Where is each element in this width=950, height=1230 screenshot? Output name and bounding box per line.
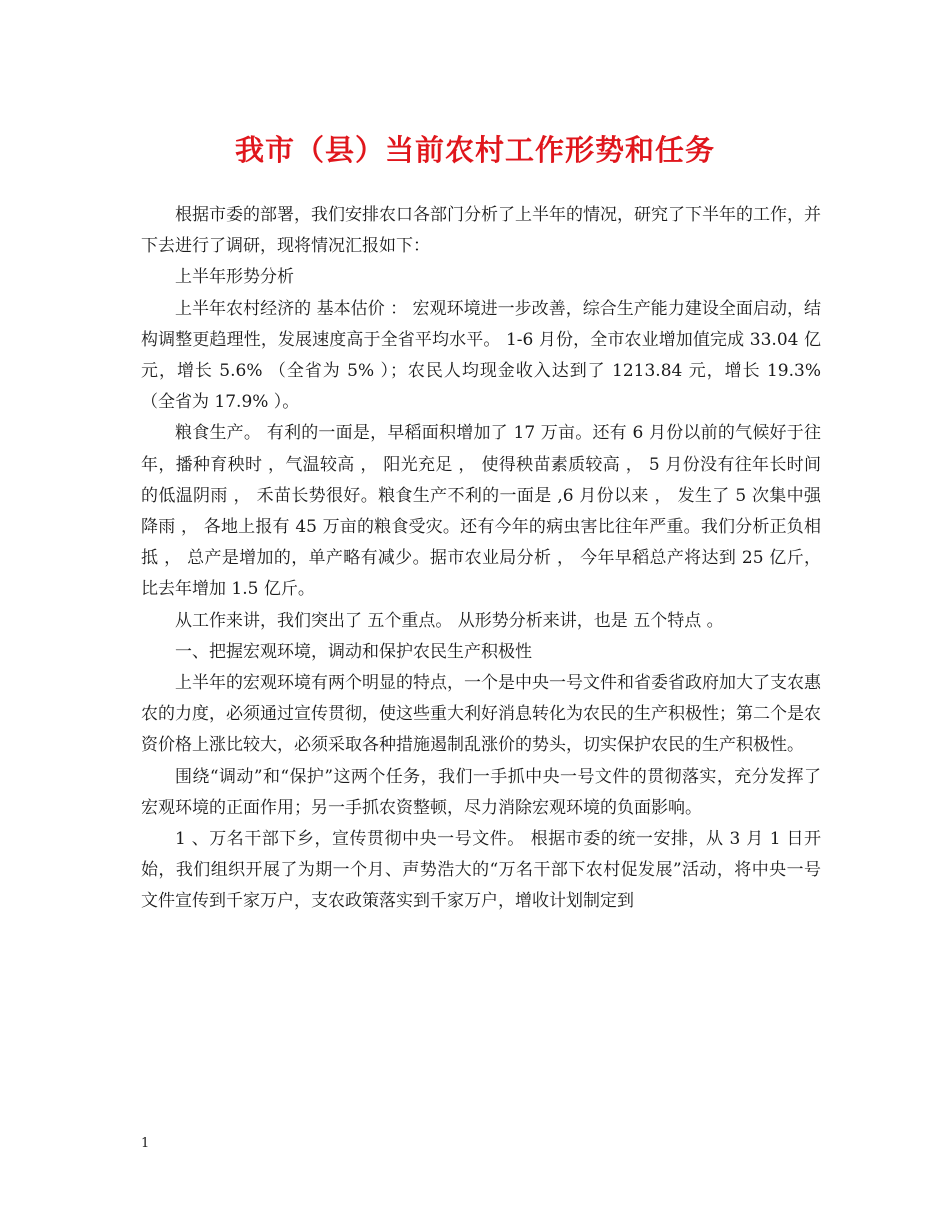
- page-title: 我市（县）当前农村工作形势和任务: [234, 133, 715, 167]
- paragraph-intro: 根据市委的部署，我们安排农口各部门分析了上半年的情况，研究了下半年的工作，并下去进行了调研，现将情况汇报如下：: [141, 205, 821, 257]
- section-heading-macro-environment: 一、把握宏观环境，调动和保护农民生产积极性: [175, 641, 532, 662]
- document-body: [141, 200, 821, 918]
- page-number: 1: [141, 1136, 150, 1151]
- paragraph-cadres-to-countryside: 1 、万名干部下乡，宣传贯彻中央一号文件。 根据市委的统一安排，从 3 月 1 日开始，我们组织开展了为期一个月、声势浩大的“万名干部下农村促发展”活动，将中央一号文件宣传到千家万户，支农政策落实到千家万户，增收计划制定到: [141, 829, 821, 912]
- section-heading-first-half-analysis: 上半年形势分析: [175, 267, 294, 288]
- paragraph-economic-estimate: 上半年农村经济的 基本估价 ： 宏观环境进一步改善，综合生产能力建设全面启动，结构调整更趋理性，发展速度高于全省平均水平。 1-6 月份，全市农业增加值完成 33.04 亿元，增长 5.6% （全省为 5% ）；农民人均现金收入达到了 1213.84 元，增长 19.3% （全省为 17.9% ）。: [141, 298, 821, 413]
- paragraph-two-tasks: 围绕“调动”和“保护”这两个任务，我们一手抓中央一号文件的贯彻落实，充分发挥了宏观环境的正面作用；另一手抓农资整顿，尽力消除宏观环境的负面影响。: [141, 766, 821, 818]
- paragraph-grain-production: 粮食生产。 有利的一面是，早稻面积增加了 17 万亩。还有 6 月份以前的气候好于往年，播种育秧时 ，气温较高 ， 阳光充足 ， 使得秧苗素质较高 ， 5 月份没有往年长时间的低温阴雨 ， 禾苗长势很好。粮食生产不利的一面是 ,6 月份以来 ， 发生了 5 次集中强降雨 ， 各地上报有 45 万亩的粮食受灾。还有今年的病虫害比往年严重。我们分析正负相抵 ， 总产是增加的，单产略有减少。据市农业局分析 ， 今年早稻总产将达到 25 亿斤，比去年增加 1.5 亿斤。: [141, 423, 821, 600]
- paragraph-five-key-points: 从工作来讲，我们突出了 五个重点。 从形势分析来讲，也是 五个特点 。: [175, 610, 724, 631]
- paragraph-macro-features: 上半年的宏观环境有两个明显的特点，一个是中央一号文件和省委省政府加大了支农惠农的力度，必须通过宣传贯彻，使这些重大利好消息转化为农民的生产积极性；第二个是农资价格上涨比较大，必须采取各种措施遏制乱涨价的势头，切实保护农民的生产积极性。: [141, 673, 821, 756]
